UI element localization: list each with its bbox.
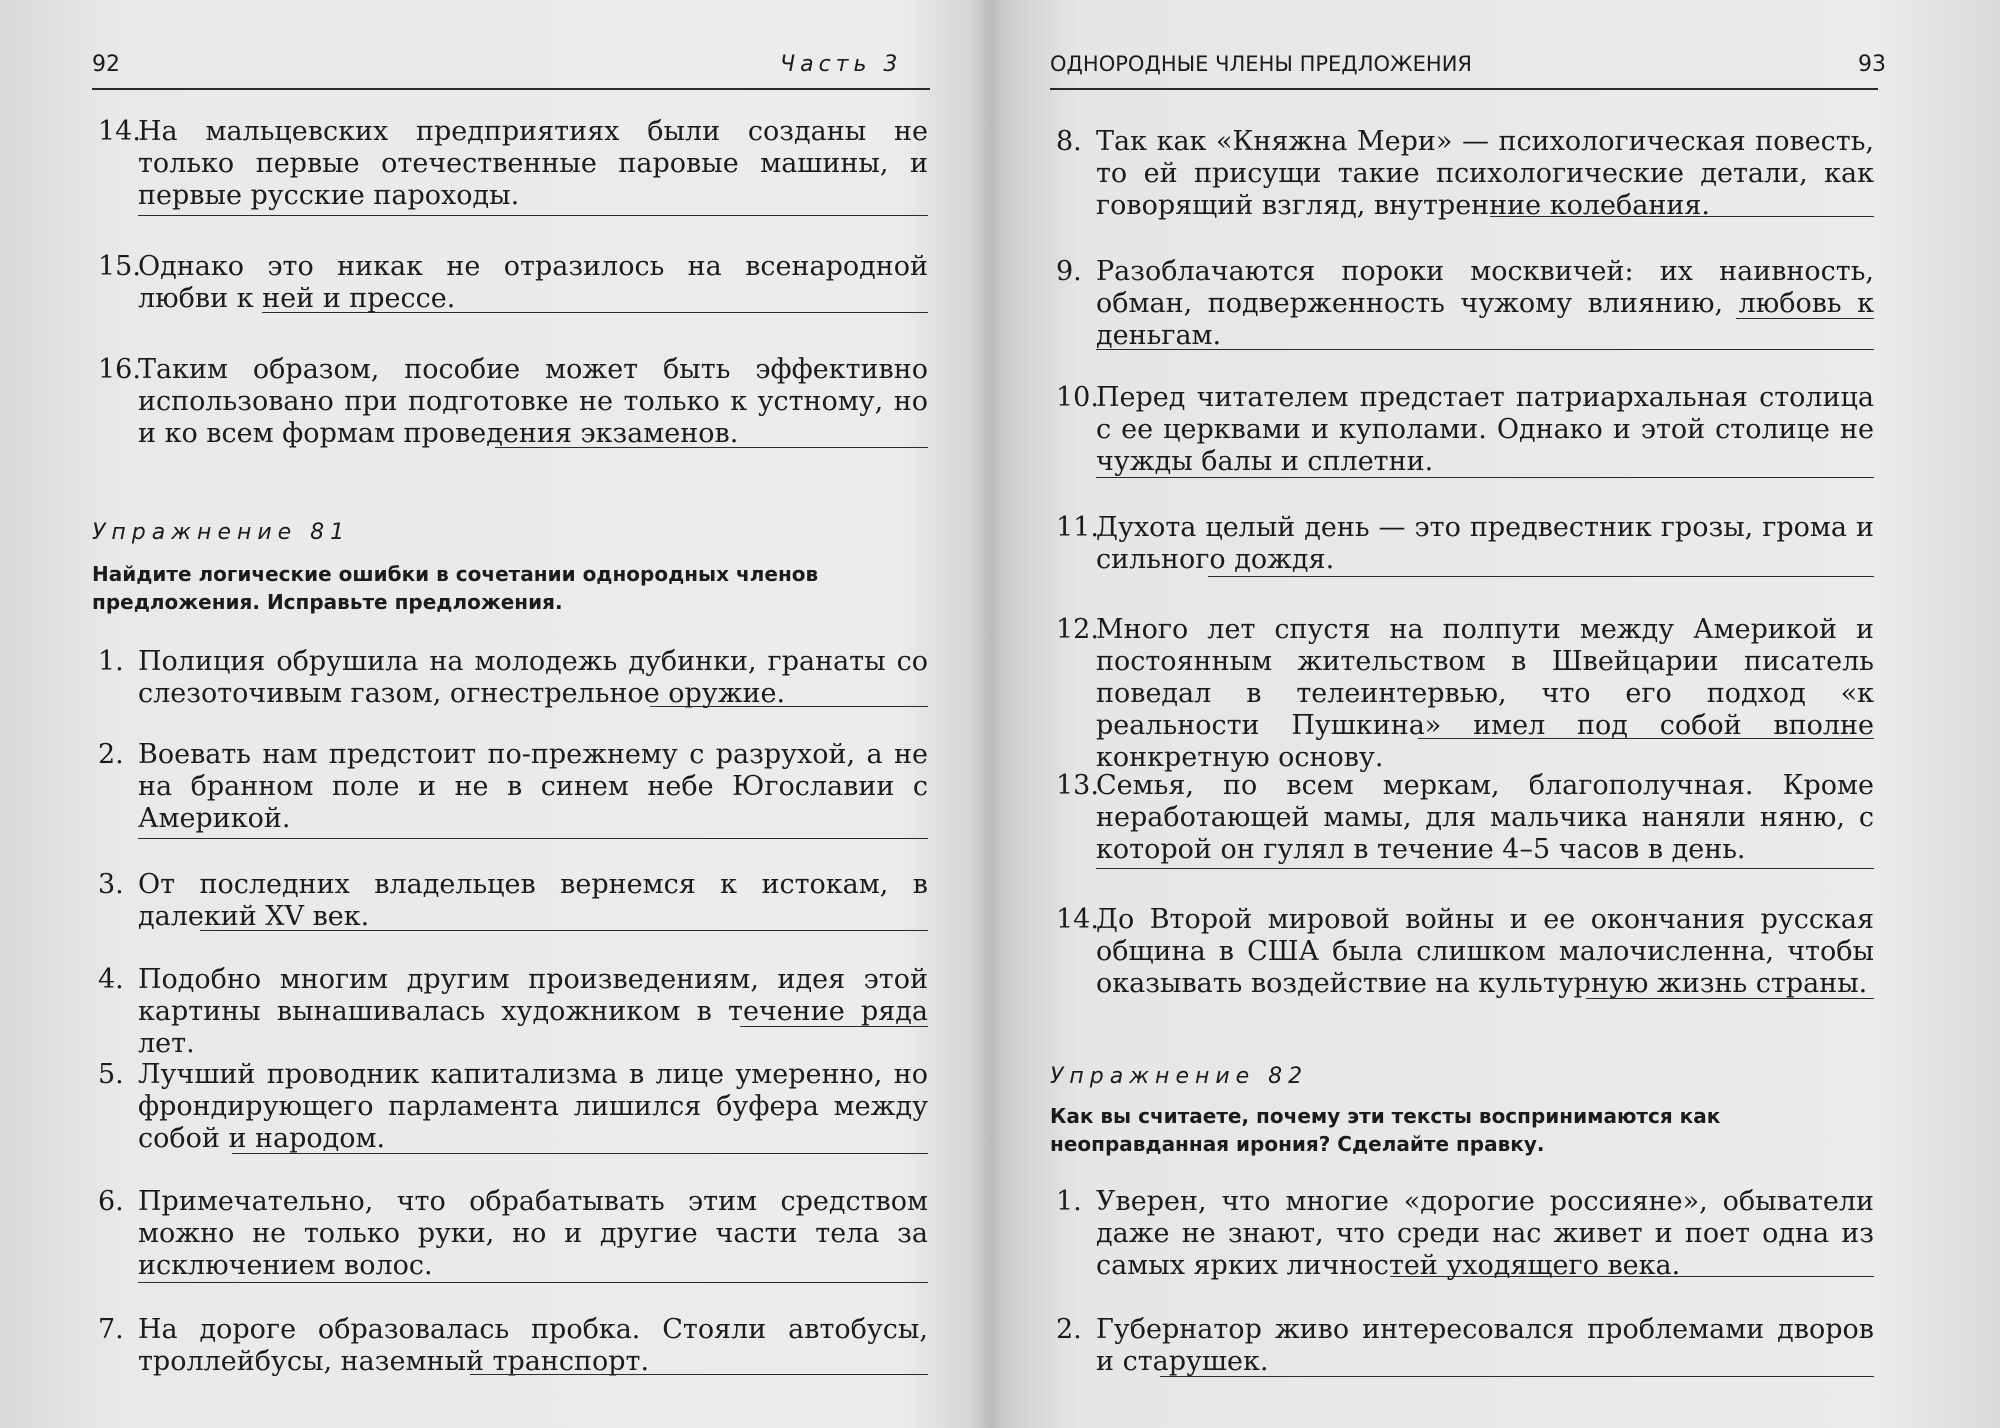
list-item [1056, 382, 1874, 478]
list-item [1056, 1314, 1874, 1378]
list-item [98, 1314, 928, 1378]
item-text: Духота целый день — это предвестник грозы, грома и сильного дождя. [1096, 512, 1874, 575]
item-text: От последних владельцев вернемся к истокам, в далекий XV век. [138, 869, 928, 932]
list-item [98, 964, 928, 1060]
running-head: ОДНОРОДНЫЕ ЧЛЕНЫ ПРЕДЛОЖЕНИЯ [1050, 52, 1472, 76]
answer-line[interactable] [1490, 216, 1874, 217]
item-text: Семья, по всем меркам, благополучная. Кроме неработающей мамы, для мальчика наняли няню, с которой он гулял в течение 4–5 часов в день. [1096, 770, 1874, 865]
answer-line[interactable] [262, 312, 928, 313]
answer-line[interactable] [1418, 738, 1874, 739]
item-text: Перед читателем предстает патриархальная столица с ее церквами и куполами. Однако и этой столице не чужды балы и сплетни. [1096, 382, 1874, 477]
item-text: Подобно многим другим произведениям, идея этой картины вынашивалась художником в течение ряда лет. [138, 964, 928, 1059]
list-item [1056, 512, 1874, 576]
exercise-title: Упражнение 82 [1050, 1064, 1309, 1089]
item-number: 16. [98, 354, 141, 385]
exercise-title: Упражнение 81 [92, 520, 351, 545]
item-text: Так как «Княжна Мери» — психологическая повесть, то ей присущи такие психологические детали, как говорящий взгляд, внутренние колебания. [1096, 126, 1874, 221]
item-text: Однако это никак не отразилось на всенародной любви к ней и прессе. [138, 251, 928, 314]
item-number: 5. [98, 1059, 124, 1090]
answer-line[interactable] [1096, 349, 1874, 350]
item-number: 10. [1056, 382, 1099, 413]
answer-line[interactable] [138, 838, 928, 839]
exercise-task: Как вы считаете, почему эти тексты воспринимаются как неоправданная ирония? Сделайте правку. [1050, 1104, 1721, 1156]
item-number: 2. [1056, 1314, 1082, 1345]
item-text: Полиция обрушила на молодежь дубинки, гранаты со слезоточивым газом, огнестрельное оружие. [138, 646, 928, 709]
item-text: Уверен, что многие «дорогие россияне», обыватели даже не знают, что среди нас живет и поет одна из самых ярких личностей уходящего века. [1096, 1186, 1874, 1281]
item-number: 15. [98, 251, 141, 282]
running-head: Часть 3 [780, 52, 903, 77]
list-item [98, 1059, 928, 1155]
answer-line[interactable] [470, 1374, 928, 1375]
answer-line[interactable] [232, 1153, 928, 1154]
item-number: 8. [1056, 126, 1082, 157]
list-item [98, 646, 928, 710]
list-item [98, 739, 928, 835]
header-rule [92, 88, 930, 90]
answer-line[interactable] [1586, 998, 1874, 999]
list-item [98, 354, 928, 450]
answer-line[interactable] [495, 447, 928, 448]
item-text: На мальцевских предприятиях были созданы не только первые отечественные паровые машины, и первые русские пароходы. [138, 116, 928, 211]
answer-line[interactable] [1736, 318, 1874, 319]
item-text: Таким образом, пособие может быть эффективно использовано при подготовке не только к устному, но и ко всем формам проведения экзаменов. [138, 354, 928, 449]
item-number: 11. [1056, 512, 1099, 543]
answer-line[interactable] [1096, 477, 1874, 478]
item-number: 1. [98, 646, 124, 677]
list-item [1056, 126, 1874, 222]
item-number: 2. [98, 739, 124, 770]
answer-line[interactable] [1160, 1376, 1874, 1377]
item-text: Губернатор живо интересовался проблемами дворов и старушек. [1096, 1314, 1874, 1377]
answer-line[interactable] [1096, 868, 1874, 869]
answer-line[interactable] [740, 1026, 928, 1027]
item-text: На дороге образовалась пробка. Стояли автобусы, троллейбусы, наземный транспорт. [138, 1314, 928, 1377]
item-number: 1. [1056, 1186, 1082, 1217]
page-number: 93 [1858, 52, 1886, 77]
item-number: 9. [1056, 256, 1082, 287]
item-number: 7. [98, 1314, 124, 1345]
item-text: Разоблачаются пороки москвичей: их наивность, обман, подверженность чужому влиянию, любовь к деньгам. [1096, 256, 1874, 351]
list-item [1056, 256, 1874, 352]
item-number: 4. [98, 964, 124, 995]
answer-line[interactable] [138, 1282, 928, 1283]
item-text: Примечательно, что обрабатывать этим средством можно не только руки, но и другие части тела за исключением волос. [138, 1186, 928, 1281]
list-item [98, 869, 928, 933]
answer-line[interactable] [138, 215, 928, 216]
list-item [98, 251, 928, 315]
item-number: 14. [1056, 904, 1099, 935]
item-number: 14. [98, 116, 141, 147]
item-text: Лучший проводник капитализма в лице умеренно, но фрондирующего парламента лишился буфера между собой и народом. [138, 1059, 928, 1154]
item-text: Много лет спустя на полпути между Америкой и постоянным жительством в Швейцарии писатель поведал в телеинтервью, что его подход «к реальности Пушкина» имел под собой вполне конкретную основу. [1096, 614, 1874, 773]
page-number: 92 [92, 52, 120, 77]
list-item [1056, 614, 1874, 774]
answer-line[interactable] [1208, 576, 1874, 577]
header-rule [1050, 88, 1878, 90]
list-item [1056, 1186, 1874, 1282]
list-item [1056, 770, 1874, 866]
left-page [0, 0, 955, 1428]
item-text: До Второй мировой войны и ее окончания русская община в США была слишком малочисленна, чтобы оказывать воздействие на культурную жизнь страны. [1096, 904, 1874, 999]
item-number: 12. [1056, 614, 1099, 645]
item-text: Воевать нам предстоит по-прежнему с разрухой, а не на бранном поле и не в синем небе Югославии с Америкой. [138, 739, 928, 834]
right-page [990, 0, 2000, 1428]
answer-line[interactable] [1390, 1276, 1874, 1277]
list-item [98, 1186, 928, 1282]
item-number: 13. [1056, 770, 1099, 801]
exercise-task: Найдите логические ошибки в сочетании однородных членов предложения. Исправьте предложения. [92, 562, 819, 614]
list-item [98, 116, 928, 212]
item-number: 3. [98, 869, 124, 900]
list-item [1056, 904, 1874, 1000]
answer-line[interactable] [650, 706, 928, 707]
item-number: 6. [98, 1186, 124, 1217]
answer-line[interactable] [200, 930, 928, 931]
